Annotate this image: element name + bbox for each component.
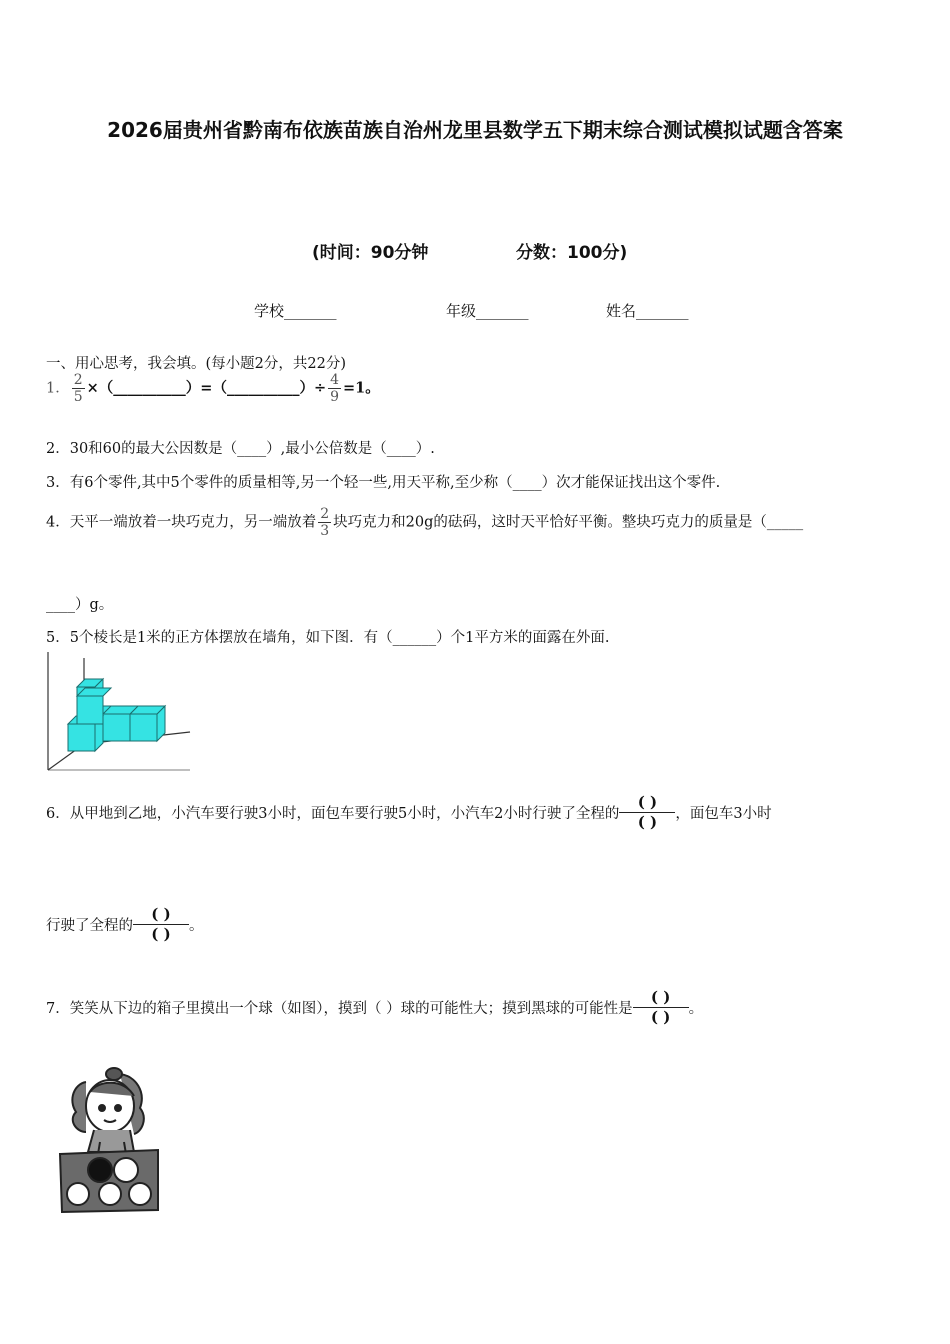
q4-frac-denominator: 3 — [320, 523, 330, 539]
q7-blank-denominator[interactable]: ( ) — [633, 1007, 689, 1027]
q1-number: 1． — [46, 380, 70, 397]
question-4 — [46, 506, 803, 539]
q6-text-2: ，面包车3小时 — [675, 806, 772, 822]
q6-blank-1-numerator[interactable]: ( ) — [637, 793, 658, 811]
cubes-corner-figure — [44, 652, 194, 774]
question-5: 5．5个棱长是1米的正方体摆放在墙角，如下图．有（______）个1平方米的面露在外面. — [46, 630, 610, 646]
q4-fraction — [318, 506, 331, 539]
q6-blank-2-numerator[interactable]: ( ) — [151, 905, 171, 923]
school-field: 学校_______ — [254, 302, 337, 320]
q4-post: 块巧克力和20g的砝码，这时天平恰好平衡。整块巧克力的质量是（_____ — [333, 514, 804, 531]
q6-blank-2-denominator[interactable]: ( ) — [133, 924, 189, 944]
q6-fraction-blank-1[interactable] — [619, 793, 675, 832]
document-title: 2026届贵州省黔南布依族苗族自治州龙里县数学五下期末综合测试模拟试题含答案 — [107, 118, 843, 142]
q1-end: =1。 — [343, 379, 380, 397]
q1-frac2-denominator: 9 — [330, 389, 340, 405]
q4-pre: 4．天平一端放着一块巧克力，另一端放着 — [46, 514, 317, 531]
question-2: 2．30和60的最大公因数是（____）,最小公倍数是（____）. — [46, 441, 435, 457]
q1-fraction-right — [328, 372, 341, 405]
name-field: 姓名_______ — [606, 302, 689, 320]
q7-text-1: 7．笑笑从下边的箱子里摸出一个球（如图），摸到（ ）球的可能性大；摸到黑球的可能性是 — [46, 1001, 633, 1017]
q1-fraction-left — [72, 372, 85, 405]
question-7 — [46, 988, 703, 1027]
q4-frac-numerator: 2 — [320, 506, 330, 522]
question-4-continued: ____）g。 — [46, 597, 114, 613]
q7-blank-numerator[interactable]: ( ) — [650, 988, 671, 1006]
q6-text-4: 。 — [189, 918, 204, 934]
q7-text-2: 。 — [688, 1001, 704, 1017]
q6-text-1: 6．从甲地到乙地，小汽车要行驶3小时，面包车要行驶5小时，小汽车2小时行驶了全程的 — [46, 806, 620, 822]
q6-text-3: 行驶了全程的 — [46, 918, 133, 934]
question-1 — [46, 372, 380, 405]
q1-middle: ×（__________）=（__________）÷ — [86, 379, 327, 397]
question-6-continued — [46, 905, 204, 944]
q6-fraction-blank-2[interactable] — [133, 905, 189, 944]
question-6 — [46, 793, 772, 832]
girl-ball-box-figure — [54, 1062, 164, 1214]
section-heading: 一、用心思考，我会填。(每小题2分，共22分) — [46, 356, 346, 372]
question-3: 3．有6个零件,其中5个零件的质量相等,另一个轻一些,用天平称,至少称（____）次才能保证找出这个零件. — [46, 475, 721, 491]
q1-frac1-numerator: 2 — [73, 372, 83, 388]
exam-score: 分数：100分) — [516, 243, 628, 263]
q1-frac2-numerator: 4 — [330, 372, 340, 388]
exam-time: (时间：90分钟 — [312, 243, 429, 263]
q7-fraction-blank[interactable] — [633, 988, 689, 1027]
q1-frac1-denominator: 5 — [73, 389, 83, 405]
grade-field: 年级_______ — [446, 302, 529, 320]
q6-blank-1-denominator[interactable]: ( ) — [619, 812, 675, 832]
